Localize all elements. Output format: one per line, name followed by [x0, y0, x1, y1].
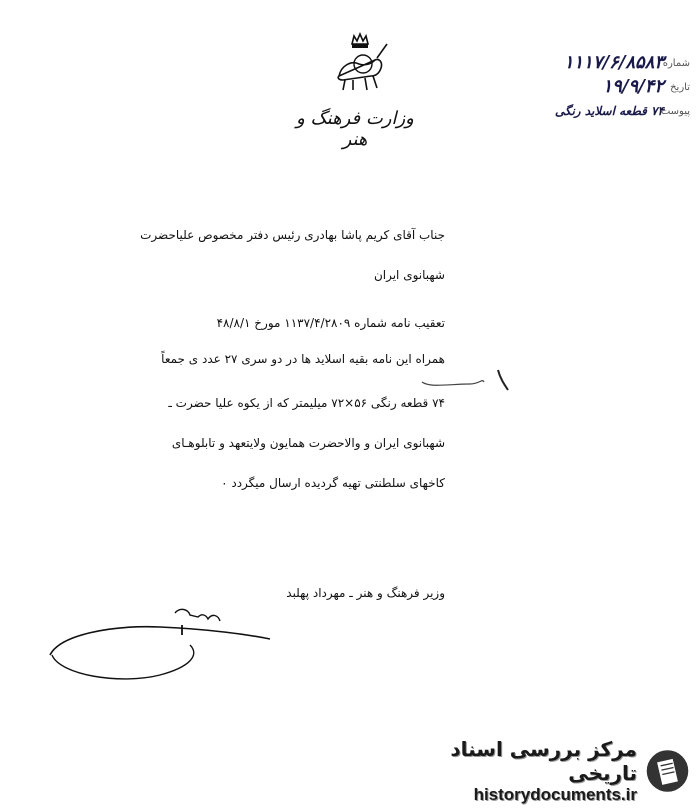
signatory-line: وزیر فرهنگ و هنر ـ مهرداد پهلبد — [286, 586, 445, 600]
number-value: ۱۱۱۷/۶/۸۵۸۳ — [563, 52, 664, 73]
watermark-site: historydocuments.ir — [473, 785, 637, 804]
margin-note-icon — [420, 360, 520, 395]
watermark-title: مرکز بررسی اسناد تاریخی — [450, 737, 637, 785]
reference-line: تعقیب نامه شماره ۱۱۳۷/۴/۲۸۰۹ مورخ ۴۸/۸/۱ — [216, 316, 445, 330]
enclosure-value: ۷۴ قطعه اسلاید رنگی — [554, 104, 664, 118]
handwritten-signature-icon — [40, 605, 290, 695]
ministry-name: وزارت فرهنگ و هنر — [296, 108, 414, 150]
date-label: تاریخ — [670, 82, 690, 93]
archive-watermark — [410, 738, 690, 804]
body-line-4: کاخهای سلطنتی تهیه گردیده ارسال میگردد ۰ — [221, 476, 445, 490]
date-value: ۱۹/۹/۴۲ — [602, 76, 664, 97]
lion-and-sun-emblem-icon — [325, 30, 395, 95]
enclosure-row — [540, 100, 690, 124]
enclosure-label: پیوست — [660, 106, 690, 117]
salutation-line-1: جناب آقای کریم پاشا بهادری رئیس دفتر مخصوص علیاحضرت — [140, 228, 445, 242]
date-row — [540, 76, 690, 100]
number-row — [540, 52, 690, 76]
salutation-line-2: شهبانوی ایران — [373, 268, 445, 282]
body-line-2: ۷۴ قطعه رنگی ۵۶×۷۲ میلیمتر که از یکوه علیا حضرت ـ — [168, 396, 445, 410]
number-label: شماره — [662, 58, 690, 69]
reference-block — [540, 52, 690, 124]
body-line-3: شهبانوی ایران و والاحضرت همایون ولایتعهد و تابلوهـای — [171, 436, 445, 450]
archive-logo-icon — [645, 745, 690, 797]
body-line-1: همراه این نامه بقیه اسلاید ها در دو سری ۲۷ عدد ی جمعاً — [161, 352, 445, 366]
